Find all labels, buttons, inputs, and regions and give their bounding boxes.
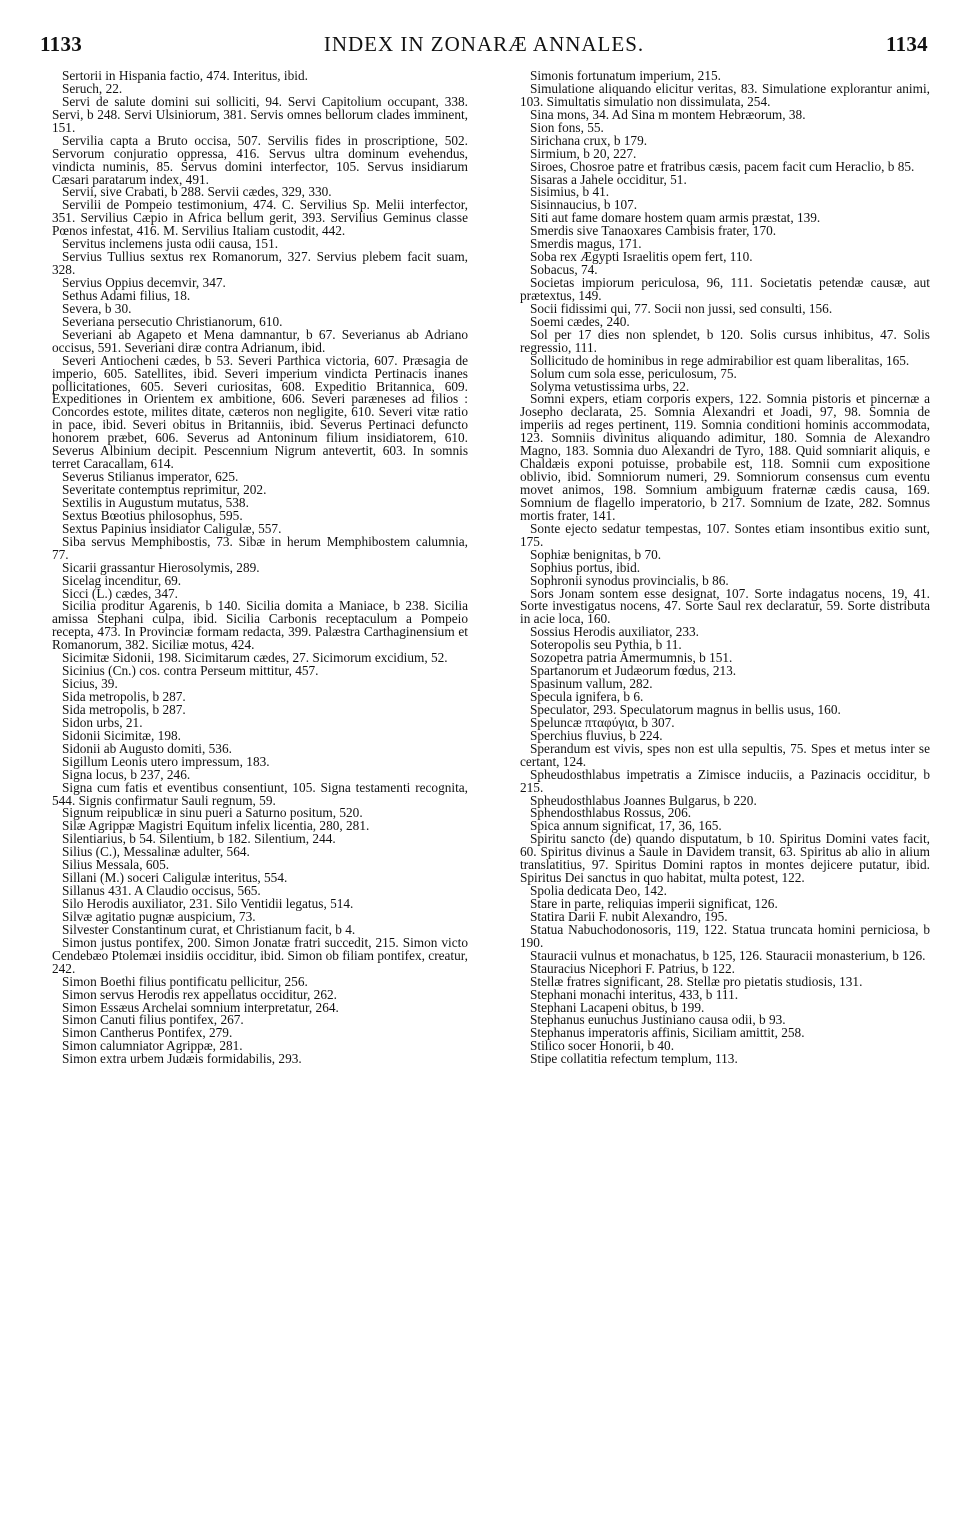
- index-entry: Smerdis magus, 171.: [530, 236, 642, 252]
- index-entry: Socii fidissimi qui, 77. Socii non jussi, sed consulti, 156.: [530, 300, 833, 316]
- index-entry: Sirmium, b 20, 227.: [530, 145, 637, 161]
- index-entry: Simon extra urbem Judæis formidabilis, 293.: [62, 1051, 302, 1067]
- index-entry: Simon Essæus Archelai somnium interpretatur, 264.: [62, 999, 339, 1015]
- index-entry: Sigillum Leonis utero impressum, 183.: [62, 753, 270, 769]
- index-entry: Stephanus imperatoris affinis, Siciliam amittit, 258.: [530, 1025, 805, 1041]
- running-title: INDEX IN ZONARÆ ANNALES.: [323, 32, 645, 56]
- index-entry: Sperchius fluvius, b 224.: [530, 727, 663, 743]
- index-entry: Sisinnaucius, b 107.: [530, 197, 638, 213]
- index-entry: Sirichana crux, b 179.: [530, 132, 648, 148]
- index-entry: Solyma vetustissima urbs, 22.: [530, 378, 690, 394]
- index-entry: Speluncæ πταφύγια, b 307.: [530, 714, 675, 730]
- index-entry: Sobacus, 74.: [530, 262, 598, 278]
- index-entry: Spica annum significat, 17, 36, 165.: [530, 818, 722, 834]
- index-entry: Signa cum fatis et eventibus consentiunt, 105. Signa testamenti recognita, 544. Signis confirmatur Sauli regnum, 59.: [52, 779, 468, 808]
- index-column-right: [508, 70, 930, 1066]
- index-entry: Stare in parte, reliquias imperii significat, 126.: [530, 896, 778, 911]
- index-entry: Sisimius, b 41.: [530, 184, 610, 200]
- index-entry: Sicarii grassantur Hierosolymis, 289.: [62, 559, 260, 575]
- index-entry: Sophronii synodus provincialis, b 86.: [530, 572, 729, 588]
- index-entry: Somni expers, etiam corporis expers, 122. Somnia pistoris et pincernæ a Josepho declarata, 25. Somnia Alexandri et Joadi, 97, 98. Somnia de imperiis ad reges pertinent, 119. Somnia conditioni hominis accommodata, 123. Somniis divinitus aliquando adimitur, 180. Somnia de Alexandro Magno, 183. Somnia duo Alexandri de Tyro, 188. Quid somniarit aliquis, e Chaldæis exponi potuisse, probabile est, 118. Somnii cum expositione oblivio, ibid. Somniorum numeri, 29. Somniorum consensus cum eventu movet animos, 198. Somnium ambiguum fraternæ cædis causa, 169. Somnium de flagello imperatorio, b 217. Somnium de Izate, 282. Somnus mortis frater, 141.: [520, 391, 930, 523]
- index-entry: Sertorii in Hispania factio, 474. Interitus, ibid.: [62, 68, 308, 83]
- index-entry: Severa, b 30.: [62, 300, 132, 316]
- index-entry: Silius Messala, 605.: [62, 857, 170, 873]
- index-entry: Stauracii vulnus et monachatus, b 125, 126. Stauracii monasterium, b 126.: [530, 947, 926, 963]
- index-entry: Stauracius Nicephori F. Patrius, b 122.: [530, 960, 736, 976]
- index-entry: Sicci (L.) cædes, 347.: [62, 585, 178, 601]
- index-entry: Simonis fortunatum imperium, 215.: [530, 68, 721, 83]
- index-entry: Severitate contemptus reprimitur, 202.: [62, 482, 267, 497]
- index-entry: Sicilia proditur Agarenis, b 140. Sicilia domita a Maniace, b 238. Sicilia amissa Stephani culpa, ibid. Sicilia Carbonis receptaculum a Pompeio recepta, 473. In Provinciæ formam redacta, 399. Palæstra Carthaginensium et Romanorum, 382. Siciliæ motus, 424.: [52, 598, 468, 653]
- index-entry: Stipe collatitia refectum templum, 113.: [530, 1051, 738, 1067]
- index-entry: Silentiarius, b 54. Silentium, b 182. Silentium, 244.: [62, 831, 336, 847]
- index-entry: Sol per 17 dies non splendet, b 120. Solis cursus inhibitus, 47. Solis regressio, 111.: [520, 326, 930, 355]
- index-entry: Servilii de Pompeio testimonium, 474. C. Servilius Sp. Melii interfector, 351. Servilius Cæpio in Africa bellum gerit, 393. Servilius Geminus classe Pœnos infestat, 416. M. Servilius Italiam custodit, 442.: [52, 197, 468, 239]
- index-entry: Spheudosthlabus Joannes Bulgarus, b 220.: [530, 792, 757, 808]
- index-entry: Sextus Papinius insidiator Caligulæ, 557.: [62, 520, 282, 536]
- index-entry: Servii, sive Crabati, b 288. Servii cædes, 329, 330.: [62, 184, 332, 200]
- index-entry: Stephanus eunuchus Justiniano causa odii, b 93.: [530, 1012, 786, 1028]
- index-entry: Sidon urbs, 21.: [62, 714, 143, 730]
- index-entry: Silvæ agitatio pugnæ auspicium, 73.: [62, 908, 256, 924]
- index-entry: Simon servus Herodis rex appellatus occiditur, 262.: [62, 986, 337, 1002]
- index-entry: Soba rex Ægypti Israelitis opem fert, 110.: [530, 249, 753, 265]
- index-entry: Sidonii Sicimitæ, 198.: [62, 727, 181, 743]
- index-entry: Sossius Herodis auxiliator, 233.: [530, 624, 699, 640]
- index-entry: Severi Antiocheni cædes, b 53. Severi Parthica victoria, 607. Præsagia de imperio, 605. Satellites, ibid. Severi imperium vindicta Pertinacis inanes pollicitationes, 605. Severi curiositas, 608. Expeditio Britannica, 609. Expeditiones in Orientem ex ambitione, 606. Severi paræneses ad filios : Concordes estote, milites ditate, cæteros non negligite, 610. Severi vitæ ratio in pace, ibid. Severi obitus in Britanniis, ibid. Severus Pertinaci defuncto honorem præbet, 606. Severus ad Antoninum filium insidiatorem, 610. Severus Albinium decipit. Pescennium Nigrum antevertit, 603. In somnis terret Caracallam, 614.: [52, 352, 468, 472]
- index-entry: Sicinius (Cn.) cos. contra Perseum mittitur, 457.: [62, 663, 319, 679]
- index-entry: Servi de salute domini sui solliciti, 94. Servi Capitolium occupant, 338. Servi, b 248. Servi Ulsiniorum, 381. Servis omnes bellorum clades imminent, 151.: [52, 93, 468, 135]
- index-entry: Siba servus Memphibostis, 73. Sibæ in herum Memphibostem calumnia, 77.: [52, 533, 468, 562]
- index-entry: Sicius, 39.: [62, 676, 118, 692]
- index-entry: Soemi cædes, 240.: [530, 313, 630, 329]
- index-entry: Severus Stilianus imperator, 625.: [62, 469, 239, 485]
- index-entry: Sors Jonam sontem esse designat, 107. Sorte indagatus nocens, 19, 41. Sorte investigatus nocens, 47. Sorte Saul rex declaratur, 59. Sorte distributa in acie loca, 160.: [520, 585, 930, 627]
- index-entry: Stellæ fratres significant, 28. Stellæ pro pietatis studiosis, 131.: [530, 973, 863, 989]
- page-header: [40, 32, 928, 60]
- index-entry: Sethus Adami filius, 18.: [62, 287, 191, 303]
- index-entry: Specula ignifera, b 6.: [530, 689, 644, 704]
- index-entry: Severiani ab Agapeto et Mena damnantur, b 67. Severianus ab Adriano occisus, 591. Severiani diræ contra Adrianum, ibid.: [52, 326, 468, 355]
- index-entry: Sonte ejecto sedatur tempestas, 107. Sontes etiam insontibus exitio sunt, 175.: [520, 520, 930, 549]
- index-column-left: [40, 70, 468, 1066]
- index-entry: Servius Oppius decemvir, 347.: [62, 275, 226, 290]
- index-entry: Siroes, Chosroe patre et fratribus cæsis, pacem facit cum Heraclio, b 85.: [530, 158, 915, 174]
- index-entry: Silius (C.), Messalinæ adulter, 564.: [62, 844, 250, 860]
- index-entry: Sperandum est vivis, spes non est ulla sepultis, 75. Spes et metus inter se certant, 124.: [520, 740, 930, 769]
- index-entry: Servilia capta a Bruto occisa, 507. Servilis fides in proscriptione, 502. Servorum conjuratio oppressa, 416. Servus ultra dominum evehendus, vindicta numinis, 85. Servus domini interfector, 105. Servus insidiarum Cæsari paratarum index, 491.: [52, 132, 468, 187]
- index-entry: Simon Canuti filius pontifex, 267.: [62, 1012, 244, 1028]
- index-entry: Sida metropolis, b 287.: [62, 701, 186, 717]
- index-entry: Smerdis sive Tanaoxares Cambisis frater, 170.: [530, 223, 777, 239]
- index-entry: Spartanorum et Judæorum fœdus, 213.: [530, 663, 737, 679]
- index-entry: Stilico socer Honorii, b 40.: [530, 1038, 675, 1054]
- index-entry: Stephani monachi interitus, 433, b 111.: [530, 986, 739, 1002]
- index-entry: Sidonii ab Augusto domiti, 536.: [62, 740, 232, 756]
- index-entry: Sillani (M.) soceri Caligulæ interitus, 554.: [62, 870, 288, 886]
- index-entry: Speculator, 293. Speculatorum magnus in bellis usus, 160.: [530, 701, 841, 717]
- index-entry: Sextilis in Augustum mutatus, 538.: [62, 494, 249, 510]
- index-entry: Silvester Constantinum curat, et Christianum facit, b 4.: [62, 921, 356, 937]
- index-entry: Simulatione aliquando elicitur veritas, 83. Simulatione explorantur animi, 103. Simultatis simulatio non dissimulata, 254.: [520, 80, 930, 109]
- page-number-right: 1134: [885, 32, 928, 56]
- index-entry: Seruch, 22.: [62, 80, 123, 96]
- index-entry: Servius Tullius sextus rex Romanorum, 327. Servius plebem facit suam, 328.: [52, 249, 468, 278]
- index-entry: Spiritu sancto (de) quando disputatum, b 10. Spiritus Domini vates facit, 60. Spiritus divinus a Saule in Davidem transit, 63. Spiritus ab alio in alium translatitius, 97. Spiritus Domini raptos in montes dejicere putatur, ibid. Spiritus Dei sanctus in quo habitat, multa potest, 122.: [520, 831, 930, 886]
- index-entry: Spasinum vallum, 282.: [530, 676, 653, 692]
- index-entry: Solum cum sola esse, periculosum, 75.: [530, 365, 737, 381]
- index-entry: Societas impiorum periculosa, 96, 111. Societatis petendæ causæ, aut prætextus, 149.: [520, 275, 930, 303]
- index-entry: Sicimitæ Sidonii, 198. Sicimitarum cædes, 27. Sicimorum excidium, 52.: [62, 650, 448, 666]
- index-entry: Signa locus, b 237, 246.: [62, 766, 191, 782]
- index-entry: Sophiæ benignitas, b 70.: [530, 546, 662, 562]
- index-entry: Sion fons, 55.: [530, 119, 604, 135]
- index-entry: Spolia dedicata Deo, 142.: [530, 883, 667, 899]
- index-entry: Simon calumniator Agrippæ, 281.: [62, 1038, 243, 1054]
- index-entry: Soteropolis seu Pythia, b 11.: [530, 637, 682, 653]
- index-entry: Sillanus 431. A Claudio occisus, 565.: [62, 883, 261, 899]
- index-entry: Sollicitudo de hominibus in rege admirabilior est quam liberalitas, 165.: [530, 352, 910, 368]
- index-entry: Sisaras a Jahele occiditur, 51.: [530, 171, 687, 187]
- index-entry: Statua Nabuchodonosoris, 119, 122. Statua truncata homini perniciosa, b 190.: [520, 921, 930, 950]
- index-entry: Stephani Lacapeni obitus, b 199.: [530, 999, 705, 1015]
- index-entry: Silo Herodis auxiliator, 231. Silo Ventidii legatus, 514.: [62, 896, 354, 911]
- index-entry: Servitus inclemens justa odii causa, 151.: [62, 236, 279, 252]
- index-entry: Simon Boethi filius pontificatu pellicitur, 256.: [62, 973, 308, 989]
- index-entry: Spheudosthlabus impetratis a Zimisce induciis, a Pazinacis occiditur, b 215.: [520, 766, 930, 795]
- index-entry: Sina mons, 34. Ad Sina m montem Hebræorum, 38.: [530, 106, 806, 122]
- index-entry: Sophius portus, ibid.: [530, 559, 641, 575]
- index-entry: Simon Cantherus Pontifex, 279.: [62, 1025, 233, 1041]
- index-entry: Severiana persecutio Christianorum, 610.: [62, 313, 283, 329]
- index-entry: Signum reipublicæ in sinu pueri a Saturno positum, 520.: [62, 805, 363, 821]
- index-entry: Sphendosthlabus Rossus, 206.: [530, 805, 692, 821]
- index-entry: Sida metropolis, b 287.: [62, 689, 186, 704]
- index-entry: Silæ Agrippæ Magistri Equitum infelix licentia, 280, 281.: [62, 818, 370, 834]
- index-entry: Siti aut fame domare hostem quam armis præstat, 139.: [530, 210, 821, 226]
- index-entry: Sozopetra patria Amermumnis, b 151.: [530, 650, 733, 666]
- index-entry: Statira Darii F. nubit Alexandro, 195.: [530, 908, 728, 924]
- index-entry: Sextus Bœotius philosophus, 595.: [62, 507, 243, 523]
- page-number-left: 1133: [40, 32, 83, 56]
- index-entry: Simon justus pontifex, 200. Simon Jonatæ fratri succedit, 215. Simon victo Cendebæo Ptolemæi insidiis occiditur, ibid. Simon ob filiam pontifex, creatur, 242.: [52, 934, 468, 976]
- index-entry: Sicelag incenditur, 69.: [62, 572, 182, 588]
